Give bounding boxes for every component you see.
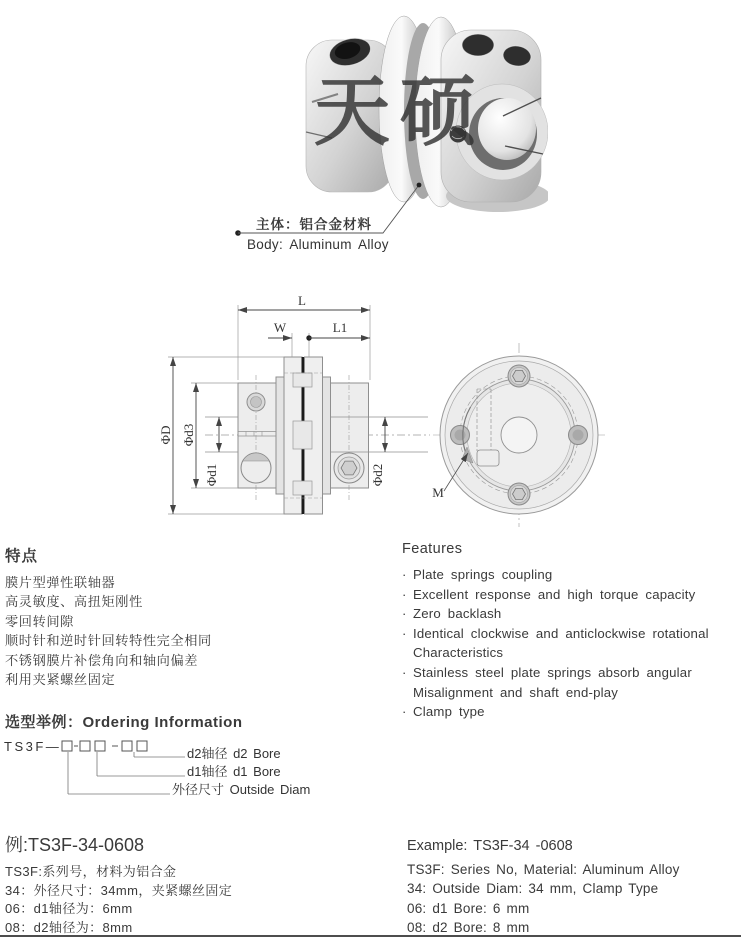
code-box bbox=[122, 741, 132, 751]
feature-en-line bbox=[402, 624, 740, 644]
feature-en-line bbox=[402, 565, 740, 585]
bullet-dot: · bbox=[402, 567, 407, 582]
code-box bbox=[62, 741, 72, 751]
feature-en-line bbox=[402, 702, 740, 722]
example-cn-line: 06：d1轴径为：6mm bbox=[5, 901, 133, 917]
example-en-line: TS3F: Series No, Material: Aluminum Alloy bbox=[407, 862, 680, 877]
bullet-dot bbox=[402, 643, 413, 663]
front-view bbox=[432, 343, 607, 527]
example-en-line: 06: d1 Bore: 6 mm bbox=[407, 900, 530, 916]
features-en-heading: Features bbox=[402, 541, 463, 557]
bullet-dot: · bbox=[402, 704, 407, 720]
feature-text: Excellent response and high torque capacity bbox=[413, 586, 696, 602]
bullet-dot: · bbox=[402, 664, 407, 680]
dim-label-dd1: Φd1 bbox=[204, 463, 219, 487]
example-cn-heading: 例:TS3F-34-0608 bbox=[5, 835, 145, 855]
feature-text: Clamp type bbox=[413, 704, 485, 720]
hex-bolt-bottom bbox=[508, 483, 530, 505]
bullet-dot bbox=[402, 683, 413, 703]
feature-text: Characteristics bbox=[413, 645, 504, 661]
ordering-code-prefix: TS3F— bbox=[4, 739, 62, 754]
feature-en-line bbox=[402, 663, 740, 683]
feature-text: Plate springs coupling bbox=[413, 567, 553, 582]
feature-cn-line: 膜片型弹性联轴器 bbox=[5, 575, 116, 590]
feature-en-line bbox=[402, 585, 740, 605]
feature-text: Stainless steel plate springs absorb angular bbox=[413, 664, 692, 680]
callout-en-label: Body: Aluminum Alloy bbox=[247, 237, 389, 252]
bullet-dot: · bbox=[402, 625, 407, 641]
ordering-label-od: 外径尺寸 Outside Diam bbox=[172, 782, 311, 797]
code-box bbox=[137, 741, 147, 751]
feature-cn-line: 顺时针和逆时针回转特性完全相同 bbox=[5, 633, 212, 649]
side-view bbox=[158, 293, 430, 514]
page-bottom-rule bbox=[0, 935, 741, 937]
feature-en-line bbox=[402, 643, 740, 663]
feature-cn-line: 不锈钢膜片补偿角向和轴向偏差 bbox=[5, 652, 199, 668]
example-en-heading: Example: TS3F-34 -0608 bbox=[407, 838, 573, 854]
watermark-text: 天硕 bbox=[314, 71, 486, 155]
ordering-label-d1: d1轴径 d1 Bore bbox=[187, 764, 281, 779]
example-en-line: 08: d2 Bore: 8 mm bbox=[407, 920, 530, 936]
callout-cn-label: 主体：铝合金材料 bbox=[256, 217, 372, 232]
features-cn-section bbox=[5, 544, 335, 689]
dim-label-dd3: Φd3 bbox=[181, 423, 196, 447]
example-cn-line: TS3F:系列号，材料为铝合金 bbox=[5, 864, 177, 879]
feature-text: Zero backlash bbox=[413, 606, 502, 622]
dim-label-L1: L1 bbox=[332, 320, 348, 335]
example-cn-line: 34：外径尺寸：34mm，夹紧螺丝固定 bbox=[5, 882, 233, 898]
features-en-section bbox=[402, 541, 740, 722]
code-box bbox=[80, 741, 90, 751]
example-cn-line: 08：d2轴径为：8mm bbox=[5, 919, 133, 935]
technical-drawing bbox=[150, 285, 670, 543]
leader-dot bbox=[417, 183, 422, 188]
dim-label-W: W bbox=[273, 320, 287, 335]
feature-text: Misalignment and shaft end-play bbox=[413, 684, 619, 700]
center-bore bbox=[501, 417, 537, 453]
feature-en-line bbox=[402, 604, 740, 624]
feature-text: Identical clockwise and anticlockwise rotational bbox=[413, 625, 709, 641]
hex-bolt-top bbox=[508, 365, 530, 387]
features-cn-heading: 特点 bbox=[5, 548, 39, 565]
ordering-label-d2: d2轴径 d2 Bore bbox=[187, 746, 281, 761]
code-box bbox=[95, 741, 105, 751]
dim-label-M: M bbox=[432, 485, 444, 500]
example-en-line: 34: Outside Diam: 34 mm, Clamp Type bbox=[407, 881, 659, 897]
ordering-heading: 选型举例：Ordering Information bbox=[5, 714, 243, 731]
bullet-dot: · bbox=[402, 606, 407, 622]
dim-label-dd2: Φd2 bbox=[370, 463, 385, 487]
feature-cn-line: 利用夹紧螺丝固定 bbox=[5, 672, 116, 688]
feature-cn-line: 高灵敏度、高扭矩刚性 bbox=[5, 594, 143, 610]
bullet-dot: · bbox=[402, 586, 407, 602]
example-en-section bbox=[407, 838, 737, 938]
dim-label-L: L bbox=[298, 293, 306, 308]
feature-en-line bbox=[402, 683, 740, 703]
dim-label-dD: ΦD bbox=[158, 425, 173, 445]
example-cn-section bbox=[5, 831, 385, 937]
feature-cn-line: 零回转间隙 bbox=[5, 613, 74, 629]
